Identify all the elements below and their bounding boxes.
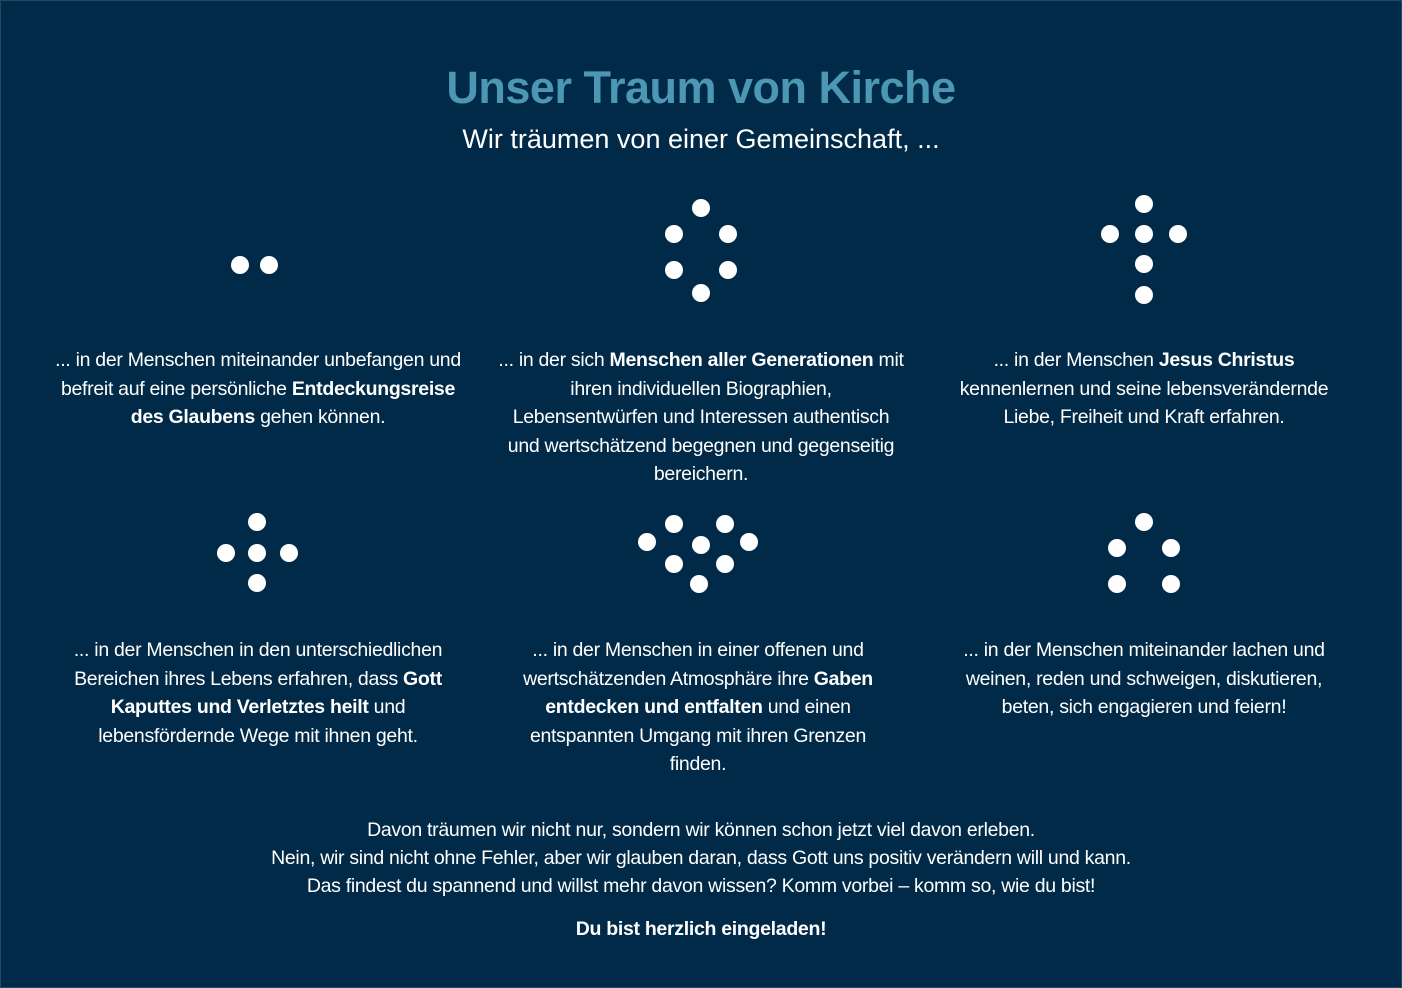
dream-item-6 bbox=[954, 636, 1334, 722]
page-subtitle: Wir träumen von einer Gemeinschaft, ... bbox=[462, 124, 940, 154]
footer-line: Das findest du spannend und willst mehr davon wissen? Komm vorbei – komm so, wie du bist! bbox=[306, 875, 1096, 898]
dream-item-highlight: Entdeckungsreise des Glaubens bbox=[130, 377, 456, 428]
dream-item-4 bbox=[52, 636, 464, 750]
dream-item-highlight: Menschen aller Generationen bbox=[609, 349, 874, 371]
dream-item-5 bbox=[506, 636, 890, 779]
dream-item-text: ... in der sich bbox=[498, 349, 610, 371]
dream-item-text: ... in der Menschen in einer offenen und wertschätzenden Atmosphäre ihre bbox=[523, 639, 864, 690]
footer-line: Davon träumen wir nicht nur, sondern wir können schon jetzt viel davon erleben. bbox=[367, 819, 1035, 841]
dream-item-1 bbox=[48, 346, 468, 432]
dream-item-text: ... in der Menschen miteinander unbefangen und befreit auf eine persönliche bbox=[55, 349, 461, 400]
dream-item-text: und lebensfördernde Wege mit ihnen geht. bbox=[98, 696, 418, 747]
dream-item-text: ... in der Menschen in den unterschiedlichen Bereichen ihres Lebens erfahren, dass bbox=[73, 639, 443, 690]
dream-item-text: und einen entspannten Umgang mit ihren Grenzen finden. bbox=[529, 696, 867, 775]
dream-item-text: mit ihren individuellen Biographien, Lebensentwürfen und Interessen authentisch und wertschätzend begegnen und gegenseitig bereichern. bbox=[507, 349, 904, 485]
dream-item-highlight: Gaben entdecken und entfalten bbox=[545, 667, 873, 718]
dream-item-3 bbox=[944, 346, 1344, 432]
dream-item-text: ... in der Menschen miteinander lachen und weinen, reden und schweigen, diskutieren, beten, sich engagieren und feiern! bbox=[963, 639, 1325, 718]
invitation-text: Du bist herzlich eingeladen! bbox=[575, 918, 827, 940]
page-title: Unser Traum von Kirche bbox=[446, 62, 956, 113]
footer-line: Nein, wir sind nicht ohne Fehler, aber wir glauben daran, dass Gott uns positiv verändern will und kann. bbox=[271, 847, 1131, 870]
footer-text bbox=[0, 816, 1402, 901]
dream-item-text: ... in der Menschen bbox=[993, 349, 1159, 371]
dream-item-highlight: Gott Kaputtes und Verletztes heilt bbox=[110, 667, 442, 718]
dream-item-text: kennenlernen und seine lebensverändernde Liebe, Freiheit und Kraft erfahren. bbox=[959, 377, 1329, 428]
dream-item-2 bbox=[496, 346, 906, 489]
dream-item-highlight: Jesus Christus bbox=[1158, 349, 1295, 371]
dream-item-text: gehen können. bbox=[255, 406, 386, 428]
